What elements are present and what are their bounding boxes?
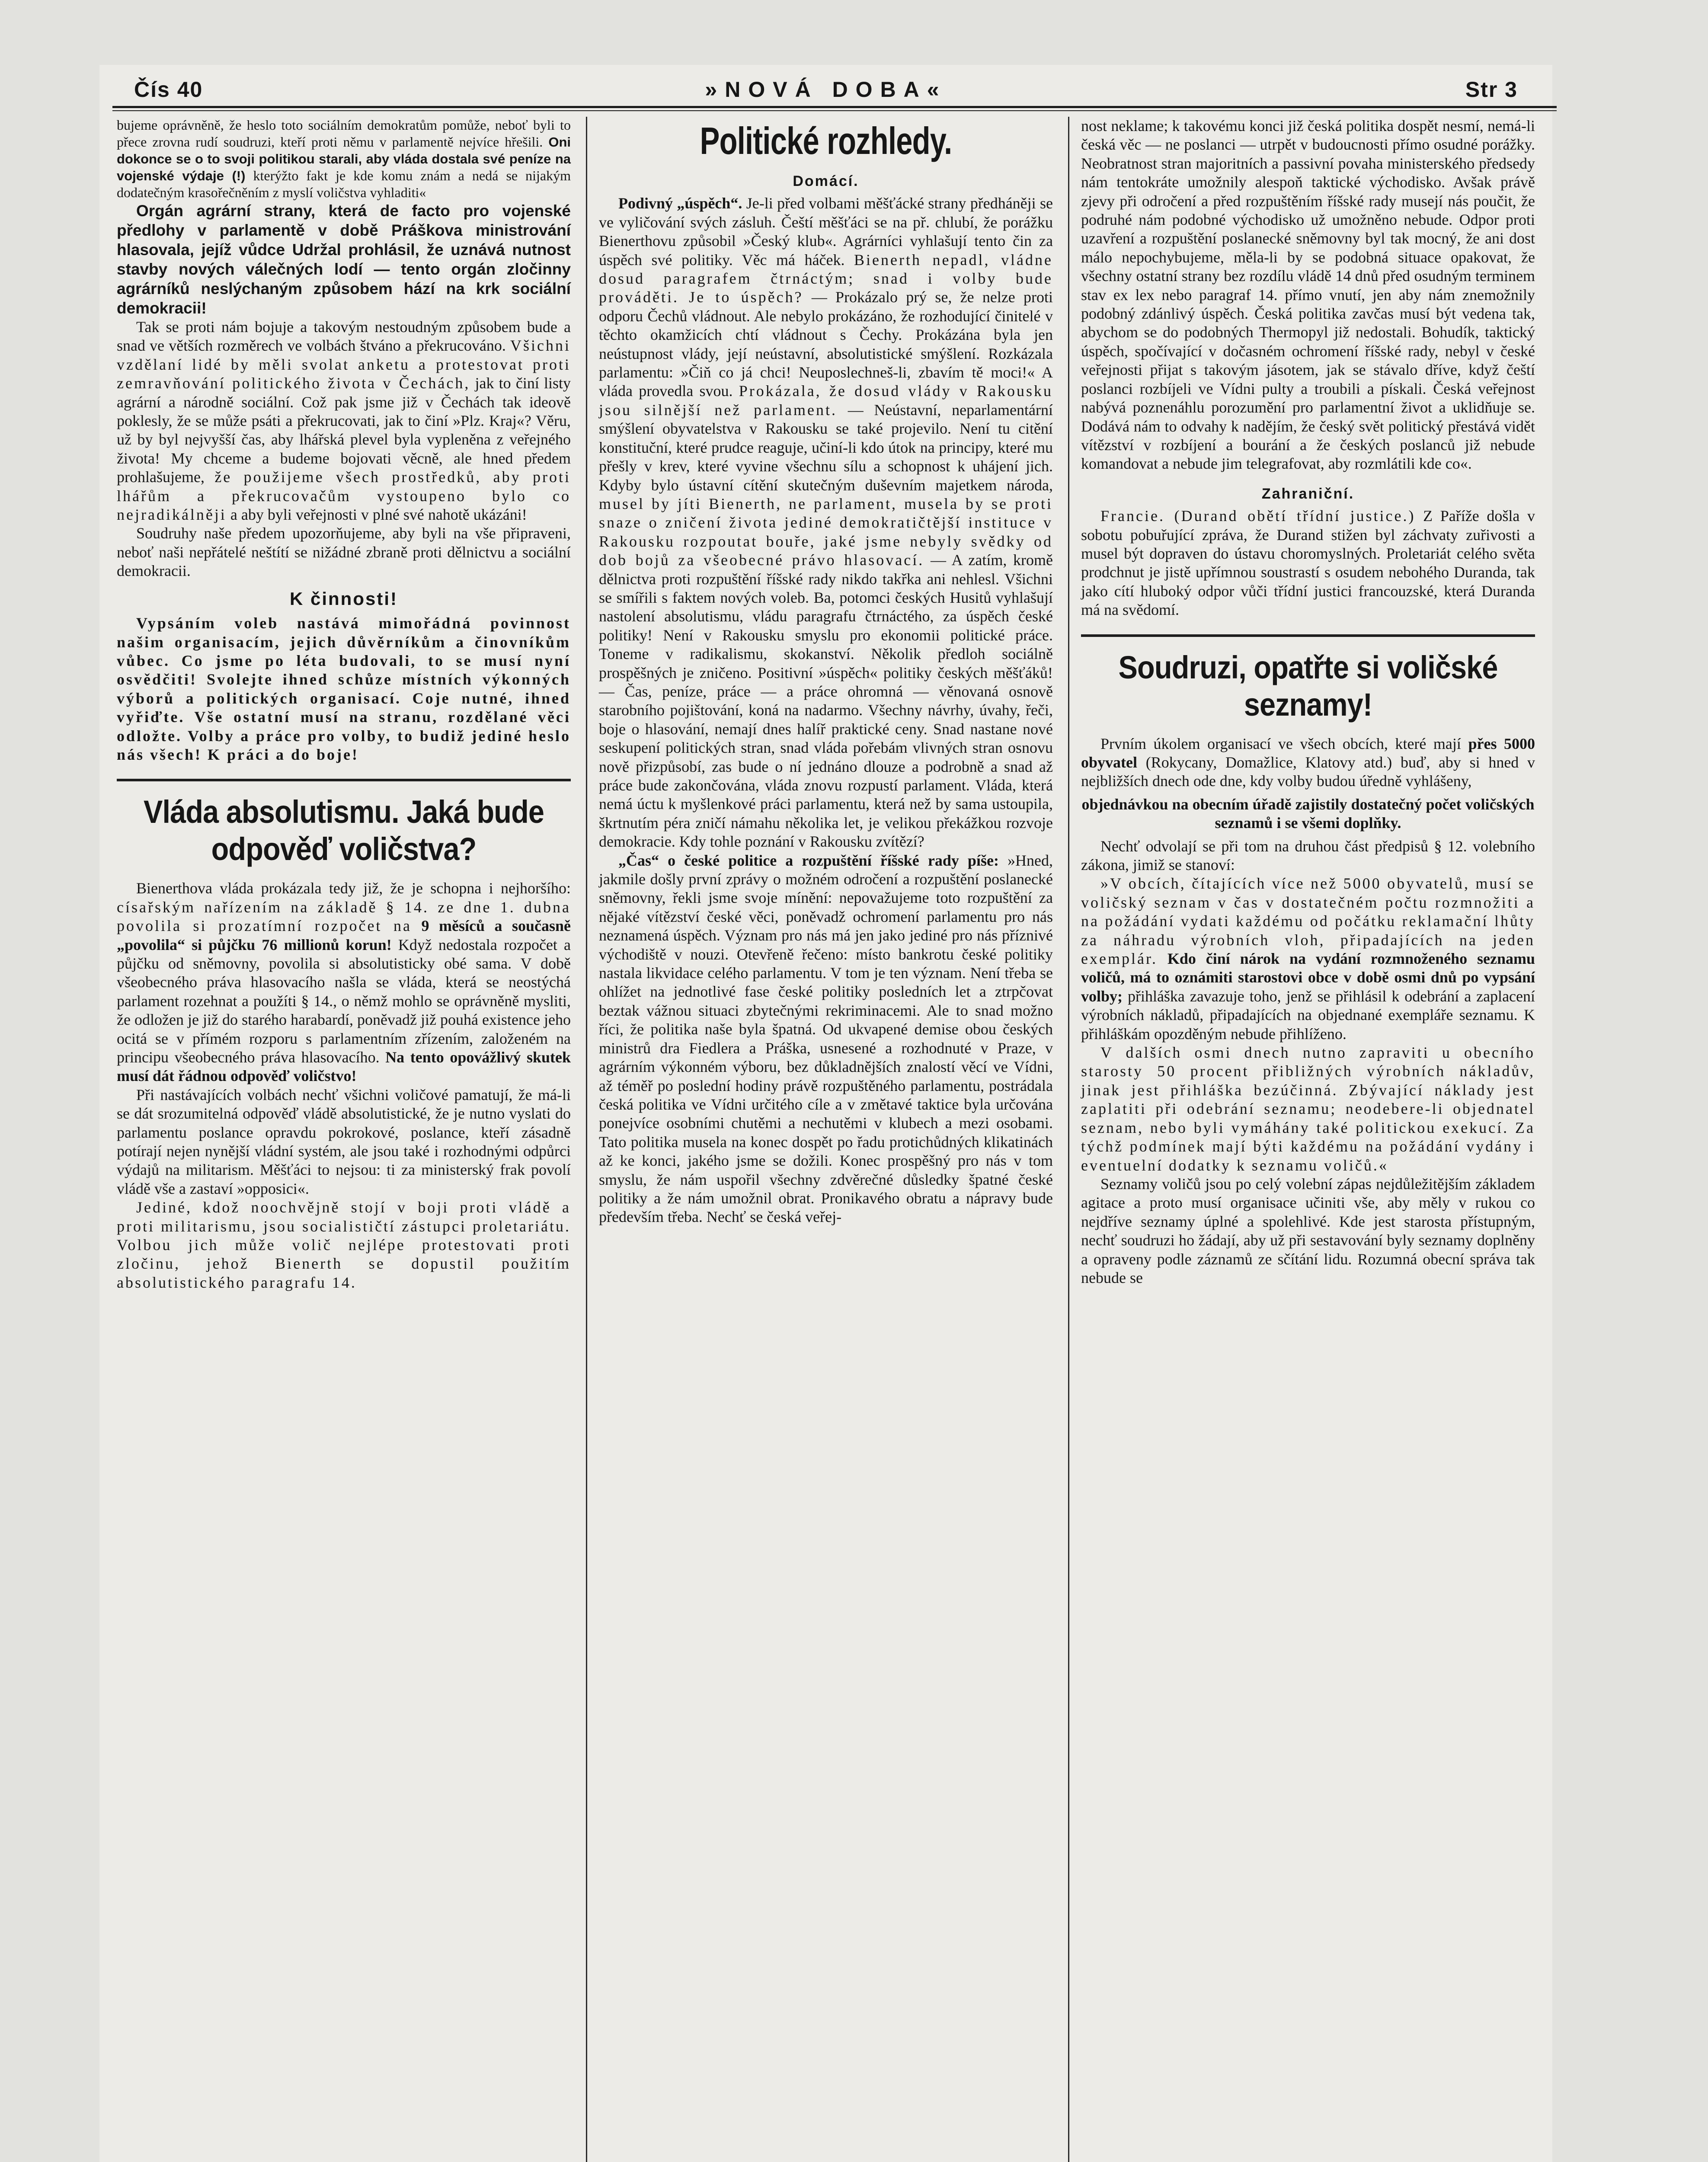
section-headline: Politické rozhledy. [700, 119, 952, 162]
text-span: Když nedostala rozpočet a půjčku od sněmovny, povolila si absolutisticky obé sama. V době všeobecného práva hlasovacího našla se vláda, která se neostýchá parlament rozehnat a použíti § 14., o němž mohlo se oprávněně mysliti, že odložen je již do starého harabardí, poněvadž již pouhá existence jeho ocitá se v přímém rozporu s parlamentním zřízením, založeném na principu všeobecného práva hlasovacího. [117, 936, 571, 1066]
text-span: jak to činí listy agrární a národně sociální. Což pak jsme již v Čechách tak ideově poklesly, že se může psáti a překrucovati, jak to činí »Plz. Kraj«? Věru, už by byl nejvyšší čas, aby lhářská plevel byla vypleněna z veřejného života! My chceme a budeme bojovati věcně, ale hned předem prohlašujeme, [117, 374, 571, 486]
column-divider [1068, 117, 1069, 2162]
section-rule [117, 779, 571, 781]
article-paragraph-spaced: V dalších osmi dnech nutno zapraviti u obecního starosty 50 procent přibližných výrobních nákladův, jinak jest přihláška bezúčinná. Zbývající náklady jest zaplatiti při odebrání seznamu; neodebere-li objednatel seznam, nebo byli vymáhány také politickou exekucí. Za týchž podmínek mají býti každému na požádání vydány i eventuelní dodatky k seznamu voličů.« [1081, 1044, 1535, 1174]
article-paragraph-spaced: Vypsáním voleb nastává mimořádná povinnost našim organisacím, jejich důvěrníkům a činovníkům vůbec. Co jsme po léta budovali, to se musí nyní osvědčiti! Svolejte ihned schůze místních výkonných výborů a politických organisací. Coje nutné, ihned vyřiďte. Vše ostatní musí na stranu, rozdělané věci odložte. Volby a práce pro volby, to budiž jediné heslo nás všech! K práci a do boje! [117, 614, 571, 763]
masthead-title: »NOVÁ DOBA« [705, 77, 947, 102]
text-span: (Rokycany, Domažlice, Klatovy atd.) buď, aby si hned v nejbližších dnech ode dne, kdy volby budou úředně vyhlášeny, [1081, 753, 1535, 790]
text-span: — Neústavní, neparlamentární smýšlení obyvatelstva v Rakousku se také projevilo. Není tu citění konstituční, které prudce reaguje, učiní-li kdo útok na principy, které mu přešly v krev, které vyvine všechnu sílu a schopnost k uhájení jich. Kdyby bylo ústavní cítění skutečným duševním majetkem národa, [599, 401, 1053, 494]
text-span: Prvním úkolem organisací ve všech obcích, které mají [1100, 735, 1461, 752]
article-paragraph [599, 194, 1053, 851]
header-rule [112, 106, 1557, 111]
article-paragraph: Soudruhy naše předem upozorňujeme, aby byli na vše připraveni, neboť naši nepřátelé neštítí se nižádné zbraně proti dělnictvu a sociální demokracii. [117, 525, 571, 580]
column-middle [599, 117, 1053, 1227]
article-paragraph [1081, 735, 1535, 791]
article-paragraph-spaced: Jediné, kdož noochvějně stojí v boji proti vládě a proti militarismu, jsou socialističtí zástupci proletariátu. Volbou jich může volič nejlépe protestovati proti zločinu, jehož Bienerth se dopustil použitím absolutistického paragrafu 14. [117, 1199, 571, 1291]
emphasis-text: přes 5000 obyvatel [1081, 735, 1535, 771]
text-span: Je-li před volbami měšťácké strany předháněji se ve vyličování svých zásluh. Čeští měšťáci se na př. chlubí, že porážku Bienerthovu způsobil »Český klub«. Agrárníci vyhlašují tento čin za úspěch své politiky. Věc má háček. [599, 195, 1053, 269]
section-subheading: Zahraniční. [1261, 485, 1355, 502]
column-divider [586, 117, 587, 2162]
column-right [1081, 117, 1535, 1287]
paragraph-title: Podivný „úspěch“. [618, 195, 742, 212]
emphasis-text: 9 měsíců a současně „povolila“ si půjčku 76 millionů korun! [117, 917, 571, 953]
text-span: bujeme oprávněně, že heslo toto sociálním demokratům pomůže, neboť byli to přece zrovna rudí soudruzi, kteří proti němu v parlamentě nejvíce hřešili. [117, 117, 571, 150]
spaced-text: že použijeme všech prostředků, aby proti lhářům a překrucovačům vystoupeno bylo co nejradikálněji [117, 468, 571, 524]
article-paragraph [117, 318, 571, 524]
article-paragraph: Nechť odvolají se při tom na druhou část předpisů § 12. volebního zákona, jimiž se stanoví: [1081, 837, 1535, 873]
spaced-text: Bienerth nepadl, vládne dosud paragrafem čtrnáctým; snad i volby bude prováděti. Je to úspěch? [599, 251, 1053, 306]
text-span: — Prokázalo prý se, že nelze proti odporu Čechů vládnout. Ale nebylo prokázáno, že rozhodující činitelé v těchto okamžicích chtí vládnout s Čechy. Prokázána byla jen neústupnost vlády, její neústavní, absolutistické smýšlení. Rozkázala parlamentu: »Čiň co já chci! Neuposlechneš-li, zbavím tě moci!« A vláda provedla svou. [599, 288, 1053, 400]
text-span: Bienerthova vláda prokázala tedy již, že je schopna i nejhoršího: [136, 880, 571, 897]
text-span: a aby byli veřejnosti v plné své nahotě ukázáni! [230, 506, 527, 524]
spaced-text: Prokázala, že dosud vlády v Rakousku jsou silnější než parlament. [599, 382, 1053, 419]
article-paragraph [1081, 507, 1535, 619]
spaced-text: Všichni vzdělaní lidé by měli svolat anketu a protestovat proti zemravňování politického života v Čechách, [117, 337, 571, 392]
section-subheading: K činnosti! [290, 588, 398, 609]
text-span: Při nastávajících volbách nechť všichni voličové pamatují, že má-li se dát srozumitelná odpověď vládě absolutistické, že je nutno vyslati do parlamentu poslance opravdu pokrokové, poslance, kteří zásadně potírají nejen nynější vládní systém, ale jsou také i rozhodnými odpůrci výdajů na militarism. [117, 1086, 571, 1179]
article-headline: Soudruzi, opatřte si voličské seznamy! [1118, 649, 1498, 723]
page-header [134, 69, 1518, 108]
text-span: Tak se proti nám bojuje a takovým nestoudným způsobem bude a snad ve větších rozměrech ve volbách štváno a překrucováno. [117, 318, 571, 355]
spaced-text: »V obcích, čítajících více než 5000 obyvatelů, musí se voličský seznam v čas v dostatečném počtu rozmnožiti a na požádání vydati každému od počátku reklamační lhůty za náhradu výrobních vloh, připadajících na jeden exemplár. [1081, 875, 1535, 968]
text-span: — A zatím, kromě dělnictva proti rozpuštění říšské rady nikdo takřka ani nehlesl. Všichni se smířili s faktem nových voleb. Ba, potomci českých Husitů vyhlašují nastolení absolutismu, vládu paragrafu čtrnáctého, za úspěch české politiky! Není v Rakousku smyslu pro ekonomii politické práce. Toneme v radikalismu, skokanství. Několik předloh sociálně prospěšných je zničeno. Positivní »úspěch« politiky českých měšťáků! — Čas, peníze, práce — a práce ohromná — věnovaná osnově starobního pojištování, koná na nadarmo. Všechny návrhy, úvahy, řeči, boje o hlasování, nemají dnes halíř praktické ceny. Snad nastane nové seskupení politických stran, snad vláda pořebám vlivných stran osnovu nově přizpůsobí, zas bude o ní jednáno dlouze a podrobně a snad až práce bude zakončována, vláda znovu rozpustí parlament. Vláda, která nemá úctu k myšlenkové práci parlamentu, která než by sama ustoupila, škrtnutím péra zničí námahu několika let, je velikou překážkou rozvoje demokracie. Kdy tohle poznání v Rakousku zvítězí? [599, 551, 1053, 851]
section-rule [1081, 634, 1535, 637]
text-span: Měšťáci to nejsou: ti za ministerský frak povolí vládě vše a zastaví »opposici«. [117, 1161, 571, 1197]
article-paragraph [599, 851, 1053, 1227]
emphasis-text: Oni dokonce se o to svoji politikou starali, aby vláda dostala své peníze na vojenské výdaje (!) [117, 134, 571, 183]
emphasis-text: Na tento opovážlivý skutek musí dát řádnou odpověď voličstvo! [117, 1049, 571, 1085]
spaced-text: musel by jíti Bienerth, ne parlament, musela by se proti snaze o zničení života jediné demokratičtější instituce v Rakousku rozpoutat bouře, jaké jsme nebyly svědky od dob bojů za všeobecné právo hlasovací. [599, 495, 1053, 569]
text-span: přihláška zavazuje toho, jenž se přihlásil k odebrání a zaplacení výrobních nákladů, připadajících na objednané exempláře seznamu. K přihláškám opozděným nebude přihlíženo. [1081, 987, 1535, 1043]
section-subheading: Domácí. [793, 173, 859, 189]
paragraph-title: „Čas“ o české politice a rozpuštění říšské rady píše: [618, 851, 999, 869]
article-headline: Vláda absolutismu. Jaká bude odpověď voličstva? [143, 794, 544, 867]
article-paragraph [117, 117, 571, 201]
article-paragraph [1081, 874, 1535, 1043]
page-number: Str 3 [1465, 77, 1518, 102]
column-left [117, 117, 571, 1292]
article-paragraph [117, 1086, 571, 1198]
text-span: Z Paříže došla v sobotu pobuřující zpráva, že Durand stižen byl záchvaty zuřivosti a musel být dopraven do ústavu choromyslných. Proletariát celého světa prodchnut je jistě upřímnou soustrastí s osudem nebohého Duranda, tak jako cítí hluboký odpor vůči třídní justici francouzské, která Duranda má na svědomí. [1081, 507, 1535, 619]
article-paragraph: Seznamy voličů jsou po celý volební zápas nejdůležitějším základem agitace a proto musí organisace učiniti vše, aby měly v rukou co nejdříve seznamy úplné a spolehlivé. Kde jest starosta přístupným, nechť soudruzi ho žádají, aby už při sestavování byly seznamy doplněny a opraveny podle záznamů ze sčítání lidu. Rozumná obecní správa tak nebude se [1081, 1175, 1535, 1286]
article-paragraph-bold: Orgán agrární strany, která de facto pro vojenské předlohy v parlamentě v době Práškova ministrování hlasovala, jejíž vůdce Udržal prohlásil, že uznává nutnost stavby nových válečných lodí — tento orgán zločinny agrárníků neslýchaným způsobem hází na krk sociální demokracii! [117, 202, 571, 317]
article-paragraph [117, 879, 571, 1085]
issue-number: Čís 40 [134, 77, 203, 102]
spaced-text: císařským nařízením na základě § 14. ze dne 1. dubna povolila si prozatímní rozpočet na [117, 898, 571, 935]
spaced-text: Francie. (Durand obětí třídní justice.) [1100, 507, 1416, 525]
emphasis-text: Kdo činí nárok na vydání rozmnoženého seznamu voličů, má to oznámiti starostovi obce v době osmi dnů po vypsání volby; [1081, 950, 1535, 1005]
article-paragraph-bold: objednávkou na obecním úřadě zajistily dostatečný počet voličských seznamů i se všemi doplňky. [1081, 795, 1535, 832]
text-span: kterýžto fakt je kde komu znám a nedá se nijakým dodatečným krasořečněním z myslí voličstva vyhladiti« [117, 168, 571, 200]
newspaper-page [99, 65, 1552, 2162]
text-span: »Hned, jakmile došly první zprávy o možném odročení a rozpuštění poslanecké sněmovny, řekli jsme svoje mínění: nepovažujeme toto rozpuštění za nějaké vítězství české věci, poněvadž ochromení parlamentu pro nás neznamená úspěch. Význam pro nás má jen jako jediné pro nás příznivé východiště v nouzi. Otevřeně řečeno: místo bankrotu české politiky nastala likvidace celého parlamentu. V tom je ten význam. Není třeba se ohlížet na jednotlivé fase české politiky posledních let a ztrpčovat beztak vážnou situaci zbytečnými rekriminacemi. Ale to snad možno říci, že politika naše byla špatná. Od ukvapené demise obou českých ministrů dra Fiedlera a Práška, usnesené a rozhodnuté v Praze, v agrárním výkonném výboru, bez důkladnějších znalostí věcí ve Vídni, až téměř po poslední hodiny právě rozpuštěného parlamentu, postrádala česká politika ve Vídni určitého cíle a v změtavé taktice byla určována ponejvíce osobními chutěmi a nechutěmi v klubech a mezi osobami. Tato politika musela na konec dospět po řadu protichůdných klikatinách až ke konci, jakého jsme se dožili. Konec prospěšný pro nás v tom smyslu, že nám uspořil všechny zdvěrečné důsledky špatné české politiky a že nám umožnil obrat. Pronikavého obratu a nápravy bude především třeba. Nechť se česká veřej- [599, 851, 1053, 1226]
article-paragraph: nost neklame; k takovému konci již česká politika dospět nesmí, nemá-li česká věc — ne poslanci — utrpět v budoucnosti přímo osudné porážky. Neobratnost stran majoritních a passivní povaha ministerského předsedy nám tentokráte umožnily alespoň taktické východisko. Avšak právě zjevy při odročení a před rozpuštěním říšské rady musejí nás poučit, že podruhé nám podobné východisko už umožněno nebude. Odpor proti uzavření a rozpuštění poslanecké sněmovny byl tak mocný, že ani dost málo nepochybujeme, měla-li by se podobná situace opakovat, že všechny ostatní strany bez rozdílu vládě 14 dnů před osudným terminem stav ex lex nebo paragraf 14. přímo vnutí, jen aby nám znemožnily podobný zdánlivý úspěch. Česká politika zavčas musí být vedena tak, abychom se do podobných Thermopyl již nedostali. Bohudík, taktický úspěch, spočívající v dočasném ochromení říšské rady, nebyl v české veřejnosti přijat s takovým jásotem, jak se stávalo dříve, když čeští poslanci rozbíjeli ve Vídni pulty a troubili a pískali. Česká veřejnost nabývá poznenáhlu porozumění pro parlamentní život a uklidňuje se. Dodává nám to odvahy k nadějím, že český svět politický přestává vidět vítězství v rozbíjení a bourání a že českých poslanců již nebude komandovat a nebude jim telegrafovat, aby rozmlátili kde co«. [1081, 117, 1535, 473]
